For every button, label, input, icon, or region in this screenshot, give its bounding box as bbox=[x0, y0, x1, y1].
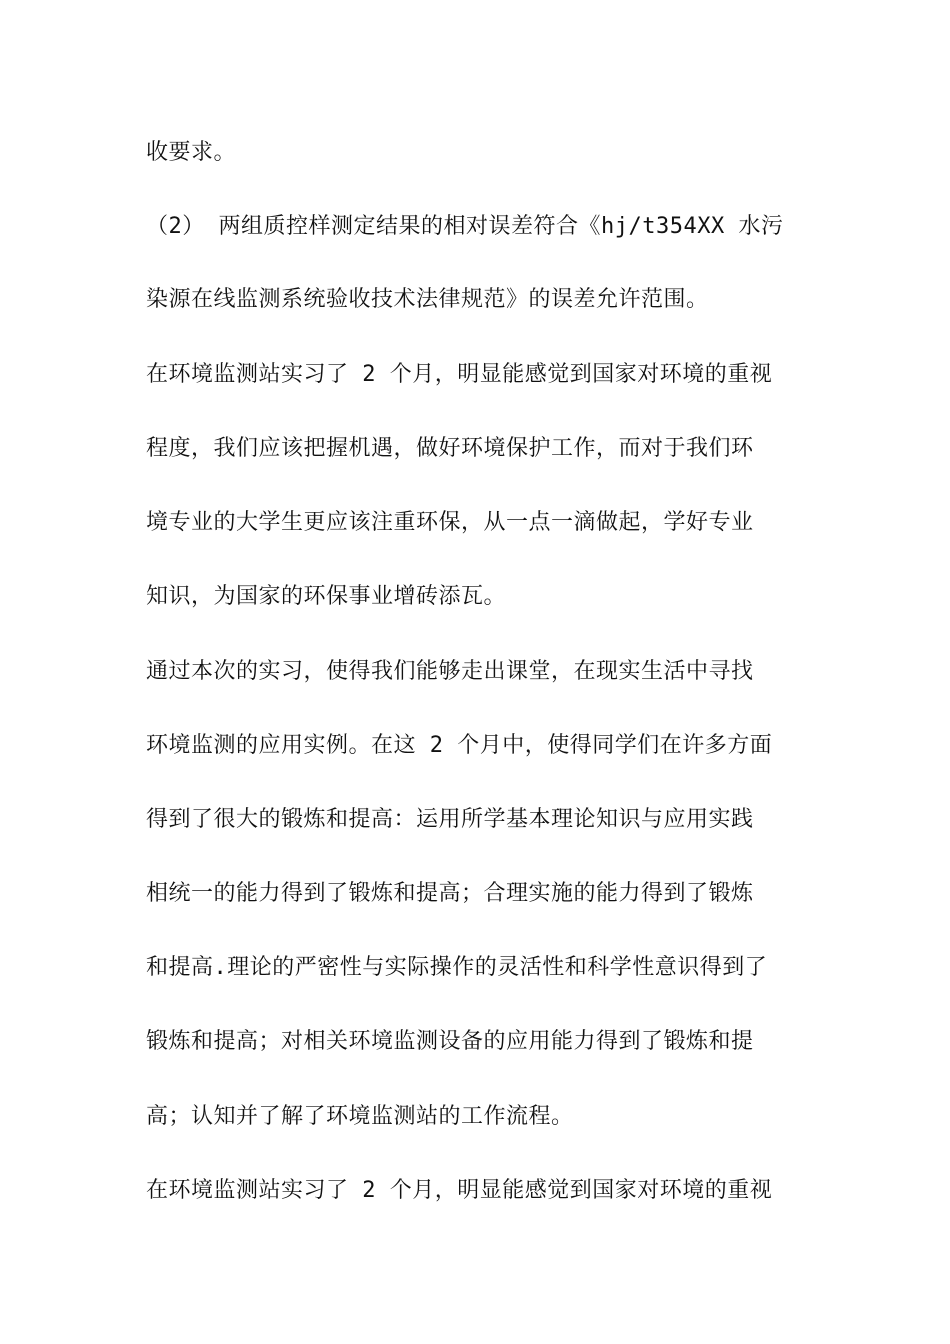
text-line: 知识，为国家的环保事业增砖添瓦。 bbox=[146, 584, 507, 609]
text-line: 环境监测的应用实例。在这 2 个月中，使得同学们在许多方面 bbox=[146, 733, 773, 758]
text-line: 和提高.理论的严密性与实际操作的灵活性和科学性意识得到了 bbox=[146, 955, 768, 980]
text-line: 高；认知并了解了环境监测站的工作流程。 bbox=[146, 1104, 574, 1129]
text-line: 得到了很大的锻炼和提高：运用所学基本理论知识与应用实践 bbox=[146, 807, 754, 832]
text-line: 染源在线监测系统验收技术法律规范》的误差允许范围。 bbox=[146, 287, 709, 312]
text-line: 境专业的大学生更应该注重环保，从一点一滴做起，学好专业 bbox=[146, 510, 754, 535]
text-line: 在环境监测站实习了 2 个月，明显能感觉到国家对环境的重视 bbox=[146, 362, 773, 387]
text-line: 锻炼和提高；对相关环境监测设备的应用能力得到了锻炼和提 bbox=[146, 1029, 754, 1054]
text-line: （2） 两组质控样测定结果的相对误差符合《hj/t354XX 水污 bbox=[146, 214, 784, 239]
text-line: 通过本次的实习，使得我们能够走出课堂，在现实生活中寻找 bbox=[146, 659, 754, 684]
text-line: 在环境监测站实习了 2 个月，明显能感觉到国家对环境的重视 bbox=[146, 1178, 773, 1203]
text-line: 收要求。 bbox=[146, 140, 237, 165]
text-line: 程度，我们应该把握机遇，做好环境保护工作，而对于我们环 bbox=[146, 436, 754, 461]
text-line: 相统一的能力得到了锻炼和提高；合理实施的能力得到了锻炼 bbox=[146, 881, 754, 906]
